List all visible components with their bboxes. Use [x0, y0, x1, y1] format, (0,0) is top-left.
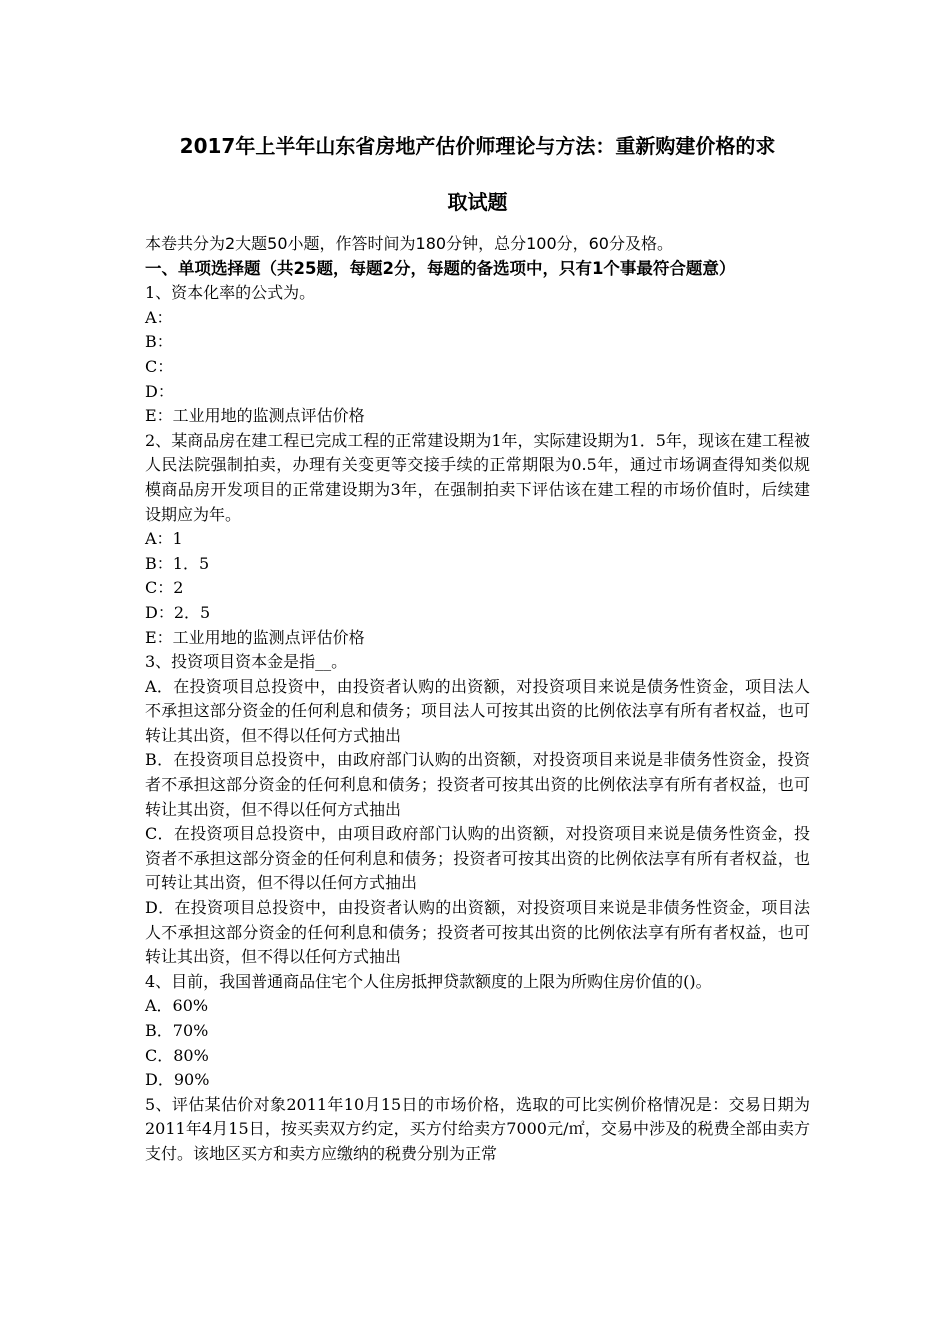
question-4-stem: 4、目前，我国普通商品住宅个人住房抵押贷款额度的上限为所购住房价值的()。: [145, 971, 712, 991]
question-3: [145, 650, 810, 970]
question-4-option-d: D．90%: [145, 1070, 210, 1090]
question-4-option-b: B．70%: [145, 1021, 209, 1040]
question-5-stem: 5、评估某估价对象2011年10月15日的市场价格，选取的可比实例价格情况是：交易日期为2011年4月15日，按买卖双方约定，买方付给卖方7000元/㎡，交易中涉及的税费全部由卖方支付。该地区买方和卖方应缴纳的税费分别为正常: [145, 1094, 810, 1163]
question-1: [145, 281, 810, 429]
question-1-option-e: E：工业用地的监测点评估价格: [145, 406, 365, 426]
question-1-option-c: C：: [145, 356, 174, 376]
question-3-option-a: A．在投资项目总投资中，由投资者认购的出资额，对投资项目来说是债务性资金，项目法人不承担这部分资金的任何利息和债务；项目法人可按其出资的比例依法享有所有者权益，也可转让其出资，但不得以任何方式抽出: [145, 676, 810, 745]
question-3-stem: 3、投资项目资本金是指__。: [145, 652, 348, 672]
document-page: [145, 118, 810, 1167]
question-1-option-b: B：: [145, 332, 173, 352]
question-2-option-b: B：1．5: [145, 553, 210, 573]
question-2-option-e: E：工业用地的监测点评估价格: [145, 627, 365, 647]
question-3-option-c: C．在投资项目总投资中，由项目政府部门认购的出资额，对投资项目来说是债务性资金，投资者不承担这部分资金的任何利息和债务；投资者可按其出资的比例依法享有所有者权益，也可转让其出资，但不得以任何方式抽出: [145, 824, 810, 893]
question-3-option-b: B．在投资项目总投资中，由政府部门认购的出资额，对投资项目来说是非债务性资金，投资者不承担这部分资金的任何利息和债务；投资者可按其出资的比例依法享有所有者权益，也可转让其出资，但不得以任何方式抽出: [145, 750, 810, 819]
question-1-option-a: A：: [145, 307, 173, 327]
question-2-option-d: D：2．5: [145, 602, 211, 622]
question-4-option-c: C．80%: [145, 1045, 209, 1065]
question-2-stem: 2、某商品房在建工程已完成工程的正常建设期为1年，实际建设期为1．5年，现该在建工程被人民法院强制拍卖，办理有关变更等交接手续的正常期限为0.5年，通过市场调查得知类似规模商品房开发项目的正常建设期为3年，在强制拍卖下评估该在建工程的市场价值时，后续建设期应为年。: [145, 430, 810, 524]
question-5: [145, 1093, 810, 1167]
question-4: [145, 970, 810, 1093]
question-3-option-d: D．在投资项目总投资中，由投资者认购的出资额，对投资项目来说是非债务性资金，项目法人不承担这部分资金的任何利息和债务；投资者可按其出资的比例依法享有所有者权益，也可转让其出资，但不得以任何方式抽出: [145, 898, 810, 967]
document-title-line-1: 2017年上半年山东省房地产估价师理论与方法：重新购建价格的求: [179, 134, 776, 158]
question-1-option-d: D：: [145, 381, 174, 401]
question-2-option-c: C：2: [145, 578, 184, 598]
question-4-option-a: A．60%: [145, 996, 209, 1016]
question-2: [145, 429, 810, 650]
document-title-line-2: 取试题: [447, 190, 508, 214]
section-heading-single-choice: 一、单项选择题（共25题，每题2分，每题的备选项中，只有1个事最符合题意）: [145, 258, 736, 278]
question-1-stem: 1、资本化率的公式为。: [145, 283, 316, 303]
exam-intro: 本卷共分为2大题50小题，作答时间为180分钟，总分100分，60分及格。: [145, 234, 673, 253]
question-2-option-a: A：1: [145, 529, 183, 549]
